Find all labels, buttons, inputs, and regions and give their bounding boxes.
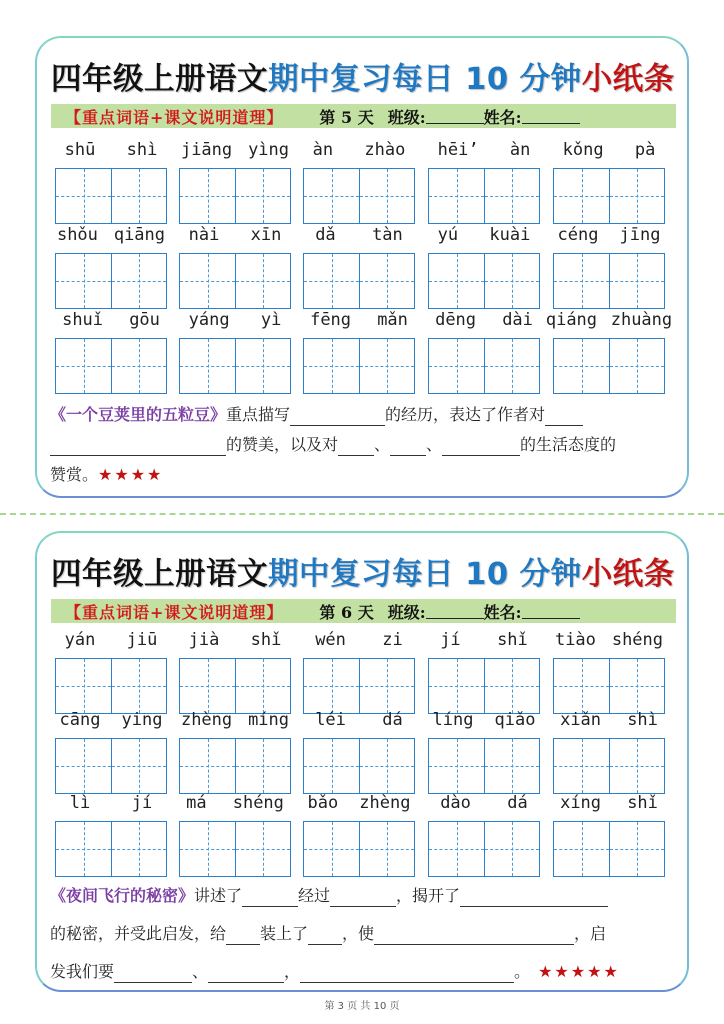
tianzige-box[interactable] <box>553 253 665 309</box>
pinyin: hēi’ àn <box>437 140 531 160</box>
worksheet-card-day5 <box>35 36 689 498</box>
pinyin: àn zhào <box>312 140 406 160</box>
pinyin: yán jiū <box>64 630 158 650</box>
tianzige-box[interactable] <box>553 738 665 794</box>
text: 。 <box>514 962 531 981</box>
passage-line-1 <box>50 404 583 426</box>
info-bar <box>51 104 676 128</box>
tianzige-box[interactable] <box>55 658 167 714</box>
name-label: 姓名: <box>483 602 522 622</box>
pinyin: nài xīn <box>188 225 282 245</box>
tianzige-box[interactable] <box>55 738 167 794</box>
title-review: 期中复习每日 10 分钟 <box>268 62 582 97</box>
answer-blank[interactable] <box>442 438 520 456</box>
worksheet-title <box>51 54 675 98</box>
answer-blank[interactable] <box>338 438 374 456</box>
tianzige-box[interactable] <box>428 738 540 794</box>
topic-label: 【重点词语+课文说明道理】 <box>65 602 284 622</box>
pinyin: lì jí <box>69 793 153 813</box>
passage-line-2 <box>50 434 616 456</box>
passage-line-3 <box>50 464 163 486</box>
pinyin: fēng mǎn <box>310 310 408 330</box>
tianzige-box[interactable] <box>179 168 291 224</box>
tianzige-box[interactable] <box>55 253 167 309</box>
pinyin: zhèng míng <box>180 710 290 730</box>
tianzige-box[interactable] <box>428 658 540 714</box>
pinyin: yáng yì <box>188 310 282 330</box>
text: ，揭开了 <box>396 886 461 905</box>
text: 赞赏。 <box>50 465 99 484</box>
text: 的经历，表达了作者对 <box>385 405 546 424</box>
pinyin: shū shì <box>64 140 158 160</box>
class-label: 班级: <box>387 602 426 622</box>
answer-blank[interactable] <box>330 889 396 907</box>
answer-blank[interactable] <box>300 965 514 983</box>
tianzige-box[interactable] <box>55 338 167 394</box>
tianzige-box[interactable] <box>303 658 415 714</box>
name-blank[interactable] <box>522 603 580 619</box>
pinyin: céng jīng <box>557 225 661 245</box>
title-review: 期中复习每日 10 分钟 <box>268 557 582 592</box>
book-title: 《夜间飞行的秘密》 <box>50 886 195 905</box>
pinyin: líng qiǎo <box>432 710 536 730</box>
topic-label: 【重点词语+课文说明道理】 <box>65 107 284 127</box>
answer-blank[interactable] <box>114 965 192 983</box>
answer-blank[interactable] <box>545 408 583 426</box>
pinyin: bǎo zhèng <box>307 793 411 813</box>
text: ， <box>284 962 301 981</box>
pinyin: shǒu qiāng <box>56 225 166 245</box>
class-blank[interactable] <box>426 603 484 619</box>
text: 、 <box>426 435 443 454</box>
worksheet-card-day6 <box>35 531 689 992</box>
tianzige-box[interactable] <box>179 658 291 714</box>
tianzige-box[interactable] <box>553 338 665 394</box>
tianzige-box[interactable] <box>179 821 291 877</box>
pinyin: xíng shǐ <box>560 793 658 813</box>
pinyin: má shéng <box>186 793 284 813</box>
info-bar <box>51 599 676 623</box>
pinyin: kǒng pà <box>562 140 656 160</box>
page-number: 第 3 页 共 10 页 <box>324 1001 400 1012</box>
answer-blank[interactable] <box>290 408 385 426</box>
pinyin: xiǎn shì <box>560 710 658 730</box>
tianzige-box[interactable] <box>303 168 415 224</box>
pinyin: dēng dài <box>435 310 533 330</box>
tianzige-box[interactable] <box>179 738 291 794</box>
pinyin: shuǐ gōu <box>62 310 160 330</box>
text: 、 <box>374 435 391 454</box>
answer-blank[interactable] <box>226 927 260 945</box>
text: 经过 <box>298 886 331 905</box>
day-label: 第 5 天 <box>319 107 374 127</box>
answer-blank[interactable] <box>50 438 226 456</box>
text: 、 <box>192 962 209 981</box>
tianzige-box[interactable] <box>428 338 540 394</box>
class-label: 班级: <box>387 107 426 127</box>
text: 发我们要 <box>50 962 115 981</box>
tianzige-box[interactable] <box>303 253 415 309</box>
tianzige-box[interactable] <box>179 253 291 309</box>
pinyin: jià shǐ <box>188 630 282 650</box>
tianzige-box[interactable] <box>303 338 415 394</box>
answer-blank[interactable] <box>390 438 426 456</box>
pinyin: tiào shéng <box>554 630 664 650</box>
tianzige-box[interactable] <box>553 658 665 714</box>
pinyin: jiāng yìng <box>180 140 290 160</box>
text: 装上了 <box>260 924 309 943</box>
day-label: 第 6 天 <box>319 602 374 622</box>
pinyin: cāng ying <box>59 710 163 730</box>
tianzige-box[interactable] <box>55 168 167 224</box>
tianzige-box[interactable] <box>553 821 665 877</box>
text: 的生活态度的 <box>520 435 617 454</box>
tianzige-box[interactable] <box>428 821 540 877</box>
title-note: 小纸条 <box>581 557 675 592</box>
pinyin: qiáng zhuàng <box>545 310 673 330</box>
cut-line-divider <box>0 513 724 515</box>
pinyin: jí shǐ <box>440 630 528 650</box>
worksheet-title <box>51 549 675 593</box>
text: 的赞美，以及对 <box>226 435 339 454</box>
title-grade: 四年级上册语文 <box>51 557 268 592</box>
passage-line-2 <box>50 923 606 945</box>
book-title: 《一个豆荚里的五粒豆》 <box>50 405 227 424</box>
pinyin: yú kuài <box>437 225 531 245</box>
text: 重点描写 <box>226 405 291 424</box>
pinyin: dǎ tàn <box>315 225 403 245</box>
pinyin: wén zi <box>315 630 403 650</box>
tianzige-box[interactable] <box>55 821 167 877</box>
answer-blank[interactable] <box>374 927 574 945</box>
answer-blank[interactable] <box>308 927 342 945</box>
star-rating-icon: ★★★★★ <box>538 962 620 981</box>
text: 的秘密，并受此启发，给 <box>50 924 227 943</box>
tianzige-box[interactable] <box>428 168 540 224</box>
answer-blank[interactable] <box>242 889 298 907</box>
answer-blank[interactable] <box>460 889 608 907</box>
tianzige-box[interactable] <box>553 168 665 224</box>
text: ，使 <box>342 924 375 943</box>
tianzige-box[interactable] <box>303 821 415 877</box>
tianzige-box[interactable] <box>428 253 540 309</box>
answer-blank[interactable] <box>208 965 284 983</box>
star-rating-icon: ★★★★ <box>98 465 164 484</box>
passage-line-3 <box>50 961 620 983</box>
name-blank[interactable] <box>522 108 580 124</box>
pinyin: dào dá <box>440 793 528 813</box>
class-blank[interactable] <box>426 108 484 124</box>
tianzige-box[interactable] <box>303 738 415 794</box>
passage-line-1 <box>50 885 608 907</box>
pinyin: léi dá <box>315 710 403 730</box>
name-label: 姓名: <box>483 107 522 127</box>
text: 讲述了 <box>194 886 243 905</box>
text: ，启 <box>574 924 607 943</box>
title-note: 小纸条 <box>581 62 675 97</box>
title-grade: 四年级上册语文 <box>51 62 268 97</box>
tianzige-box[interactable] <box>179 338 291 394</box>
